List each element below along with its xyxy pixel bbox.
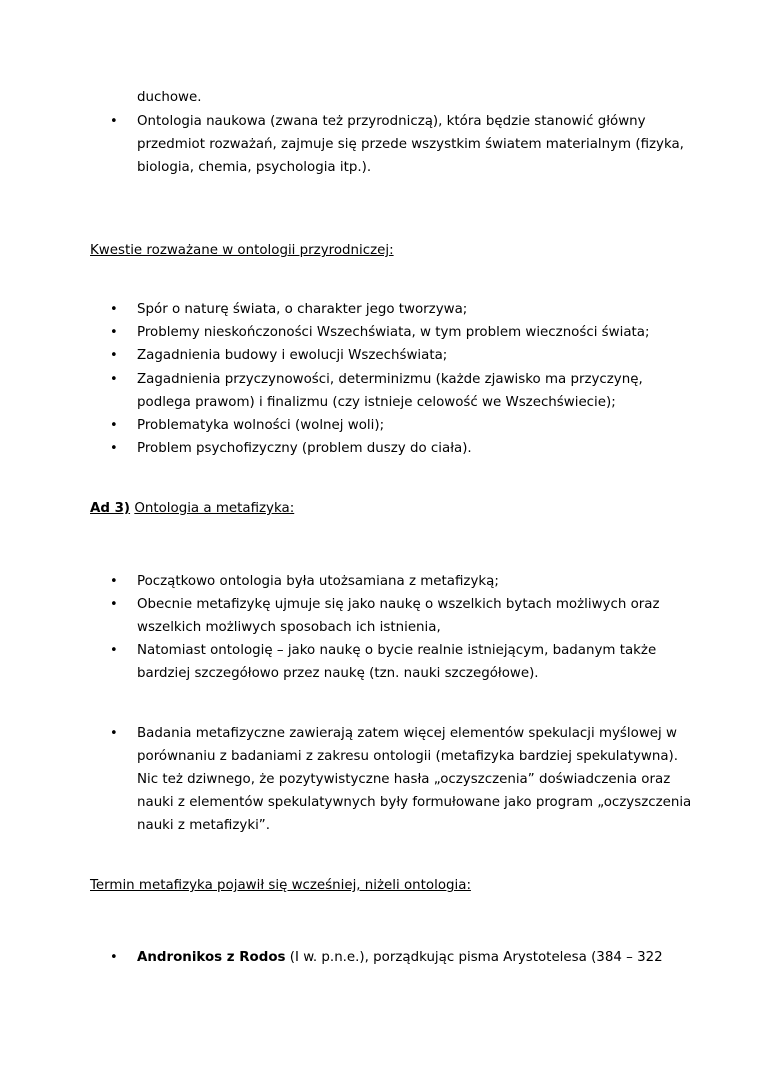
section-heading: Kwestie rozważane w ontologii przyrodniczej: [90, 243, 394, 258]
list-item: Zagadnienia przyczynowości, determinizmu (każde zjawisko ma przyczynę, [137, 372, 643, 387]
list-item: Problem psychofizyczny (problem duszy do ciała). [137, 441, 472, 456]
list-item-continuation: wszelkich możliwych sposobach ich istnienia, [137, 620, 441, 635]
list-item-continuation: podlega prawom) i finalizmu (czy istnieje celowość we Wszechświecie); [137, 395, 616, 410]
bullet-icon: • [110, 643, 118, 658]
list-item-continuation: nauki z metafizyki”. [137, 818, 270, 833]
bullet-icon: • [110, 372, 118, 387]
bullet-icon: • [110, 574, 118, 589]
list-item: Zagadnienia budowy i ewolucji Wszechświata; [137, 348, 448, 363]
list-item: Obecnie metafizykę ujmuje się jako naukę o wszelkich bytach możliwych oraz [137, 597, 660, 612]
list-item [137, 946, 663, 969]
list-item-text: (I w. p.n.e.), porządkując pisma Arystotelesa (384 – 322 [285, 950, 663, 965]
section-heading: Termin metafizyka pojawił się wcześniej, niżeli ontologia: [90, 878, 471, 893]
bullet-icon: • [110, 726, 118, 741]
person-name: Andronikos z Rodos [137, 950, 286, 965]
text-line: przedmiot rozważań, zajmuje się przede wszystkim światem materialnym (fizyka, [137, 137, 684, 152]
list-item-continuation: porównaniu z badaniami z zakresu ontologii (metafizyka bardziej spekulatywna). [137, 749, 679, 764]
list-item: Spór o naturę świata, o charakter jego tworzywa; [137, 302, 468, 317]
section-number: Ad 3) [90, 501, 131, 516]
list-item-continuation: Nic też dziwnego, że pozytywistyczne hasła „oczyszczenia” doświadczenia oraz [137, 772, 671, 787]
text-line: biologia, chemia, psychologia itp.). [137, 160, 372, 175]
bullet-icon: • [110, 325, 118, 340]
list-item: Problematyka wolności (wolnej woli); [137, 418, 385, 433]
list-item: Początkowo ontologia była utożsamiana z metafizyką; [137, 574, 499, 589]
bullet-icon: • [110, 114, 118, 129]
list-item: Natomiast ontologię – jako naukę o bycie realnie istniejącym, badanym także [137, 643, 657, 658]
bullet-icon: • [110, 302, 118, 317]
bullet-icon: • [110, 597, 118, 612]
text-line: duchowe. [137, 90, 202, 105]
section-heading [90, 497, 294, 520]
bullet-icon: • [110, 418, 118, 433]
list-item-continuation: nauki z elementów spekulatywnych były formułowane jako program „oczyszczenia [137, 795, 692, 810]
bullet-icon: • [110, 348, 118, 363]
section-title: Ontologia a metafizyka: [134, 501, 295, 516]
bullet-icon: • [110, 441, 118, 456]
list-item-continuation: bardziej szczegółowo przez naukę (tzn. nauki szczegółowe). [137, 666, 539, 681]
bullet-icon: • [110, 950, 118, 965]
list-item: Badania metafizyczne zawierają zatem więcej elementów spekulacji myślowej w [137, 726, 677, 741]
text-line: Ontologia naukowa (zwana też przyrodniczą), która będzie stanowić główny [137, 114, 646, 129]
list-item: Problemy nieskończoności Wszechświata, w tym problem wieczności świata; [137, 325, 650, 340]
